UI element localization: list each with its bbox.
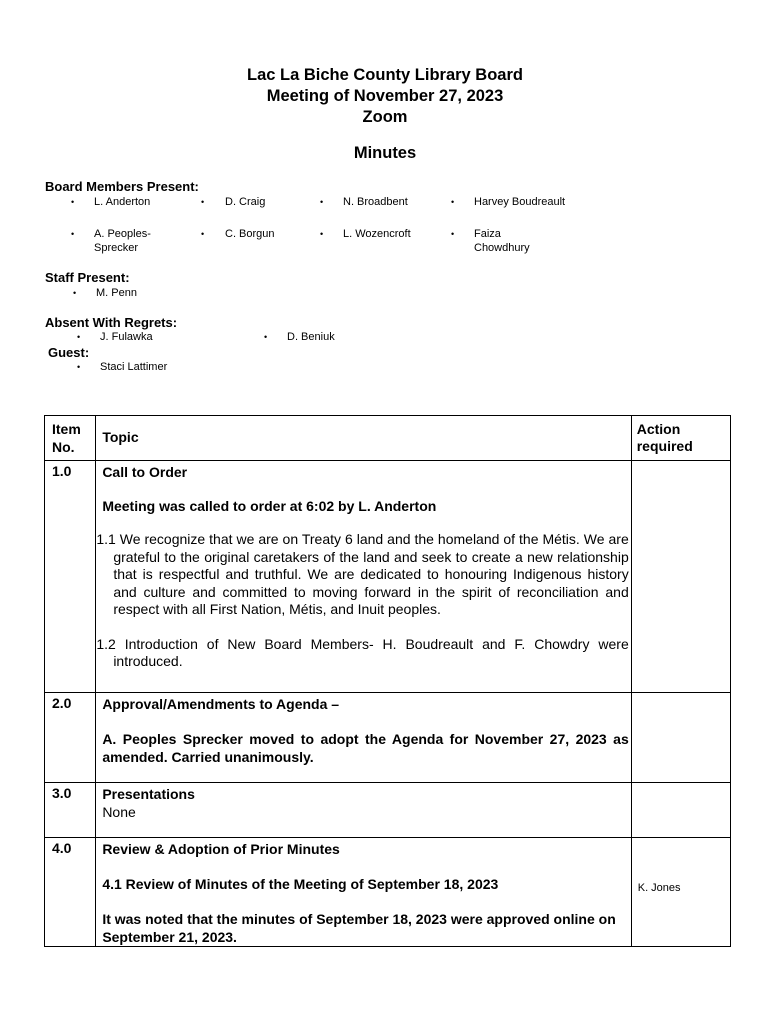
- action-cell: [631, 693, 730, 783]
- item-number: 1.0: [45, 461, 96, 693]
- minutes-heading: Minutes: [353, 144, 417, 162]
- topic-cell: [96, 783, 631, 838]
- bullet: •: [71, 229, 75, 239]
- table-header-row: [45, 416, 731, 461]
- topic-title: Call to Order: [102, 464, 188, 480]
- member-name: A. Peoples- Sprecker: [94, 228, 151, 254]
- meeting-date: Meeting of November 27, 2023: [266, 87, 504, 105]
- bullet: •: [451, 197, 455, 207]
- item-number: 3.0: [45, 783, 96, 838]
- topic-cell: [96, 693, 631, 783]
- guest-name: Staci Lattimer: [100, 361, 168, 373]
- topic-title: Review & Adoption of Prior Minutes: [102, 841, 340, 857]
- bullet: •: [201, 197, 205, 207]
- subtopic-title: 4.1 Review of Minutes of the Meeting of September 18, 2023: [102, 876, 499, 892]
- header-topic: Topic: [96, 416, 631, 461]
- guest-label: Guest:: [48, 345, 90, 360]
- bullet: •: [71, 197, 75, 207]
- action-assignee: K. Jones: [637, 882, 681, 894]
- new-members-intro: 1.2 Introduction of New Board Members- H. Boudreault and F. Chowdry were introduced.: [96, 635, 629, 669]
- topic-cell: [96, 838, 631, 947]
- title-block: [0, 65, 770, 128]
- meeting-venue: Zoom: [362, 108, 408, 126]
- board-members-label: Board Members Present:: [45, 179, 199, 194]
- action-cell: [631, 783, 730, 838]
- bullet: •: [451, 229, 455, 239]
- topic-title: Presentations: [102, 786, 195, 802]
- member-name: C. Borgun: [225, 228, 275, 240]
- topic-cell: [96, 461, 631, 693]
- board-name: Lac La Biche County Library Board: [247, 66, 523, 84]
- member-name: L. Wozencroft: [343, 228, 411, 240]
- item-number: 4.0: [45, 838, 96, 947]
- member-name: Faiza Chowdhury: [474, 228, 530, 254]
- header-action-required: Action required: [631, 416, 730, 461]
- table-row: [45, 461, 731, 693]
- agenda-table: [44, 415, 731, 947]
- topic-text: None: [102, 804, 136, 820]
- absent-name: J. Fulawka: [100, 331, 153, 343]
- motion-text: A. Peoples Sprecker moved to adopt the Agenda for November 27, 2023 as amended. Carried unanimously.: [102, 731, 629, 765]
- action-cell: [631, 461, 730, 693]
- member-name: N. Broadbent: [343, 196, 408, 208]
- member-name: L. Anderton: [94, 196, 151, 208]
- bullet: •: [264, 332, 268, 342]
- member-name: D. Craig: [225, 196, 266, 208]
- staff-name: M. Penn: [96, 287, 137, 299]
- bullet: •: [77, 362, 81, 372]
- item-number: 2.0: [45, 693, 96, 783]
- bullet: •: [77, 332, 81, 342]
- table-row: [45, 693, 731, 783]
- bullet: •: [320, 197, 324, 207]
- action-cell: [631, 838, 730, 947]
- absent-name: D. Beniuk: [287, 331, 335, 343]
- bullet: •: [73, 288, 77, 298]
- motion-text: Meeting was called to order at 6:02 by L. Anderton: [102, 498, 437, 514]
- bullet: •: [201, 229, 205, 239]
- motion-text: It was noted that the minutes of September 18, 2023 were approved online on September 21, 2023.: [102, 911, 616, 945]
- table-row: [45, 783, 731, 838]
- topic-title: Approval/Amendments to Agenda –: [102, 696, 340, 712]
- land-acknowledgement: 1.1 We recognize that we are on Treaty 6 land and the homeland of the Métis. We are grateful to the original caretakers of the land and seek to create a new relationship that is respectful and truthful. We are dedicated to honouring Indigenous history and culture and committed to moving forward in the spirit of reconciliation and respect with all First Nation, Métis, and Inuit peoples.: [96, 531, 629, 617]
- header-item-no: Item No.: [45, 416, 96, 461]
- absent-label: Absent With Regrets:: [45, 315, 178, 330]
- table-row: [45, 838, 731, 947]
- bullet: •: [320, 229, 324, 239]
- staff-present-label: Staff Present:: [45, 270, 130, 285]
- member-name: Harvey Boudreault: [474, 196, 566, 208]
